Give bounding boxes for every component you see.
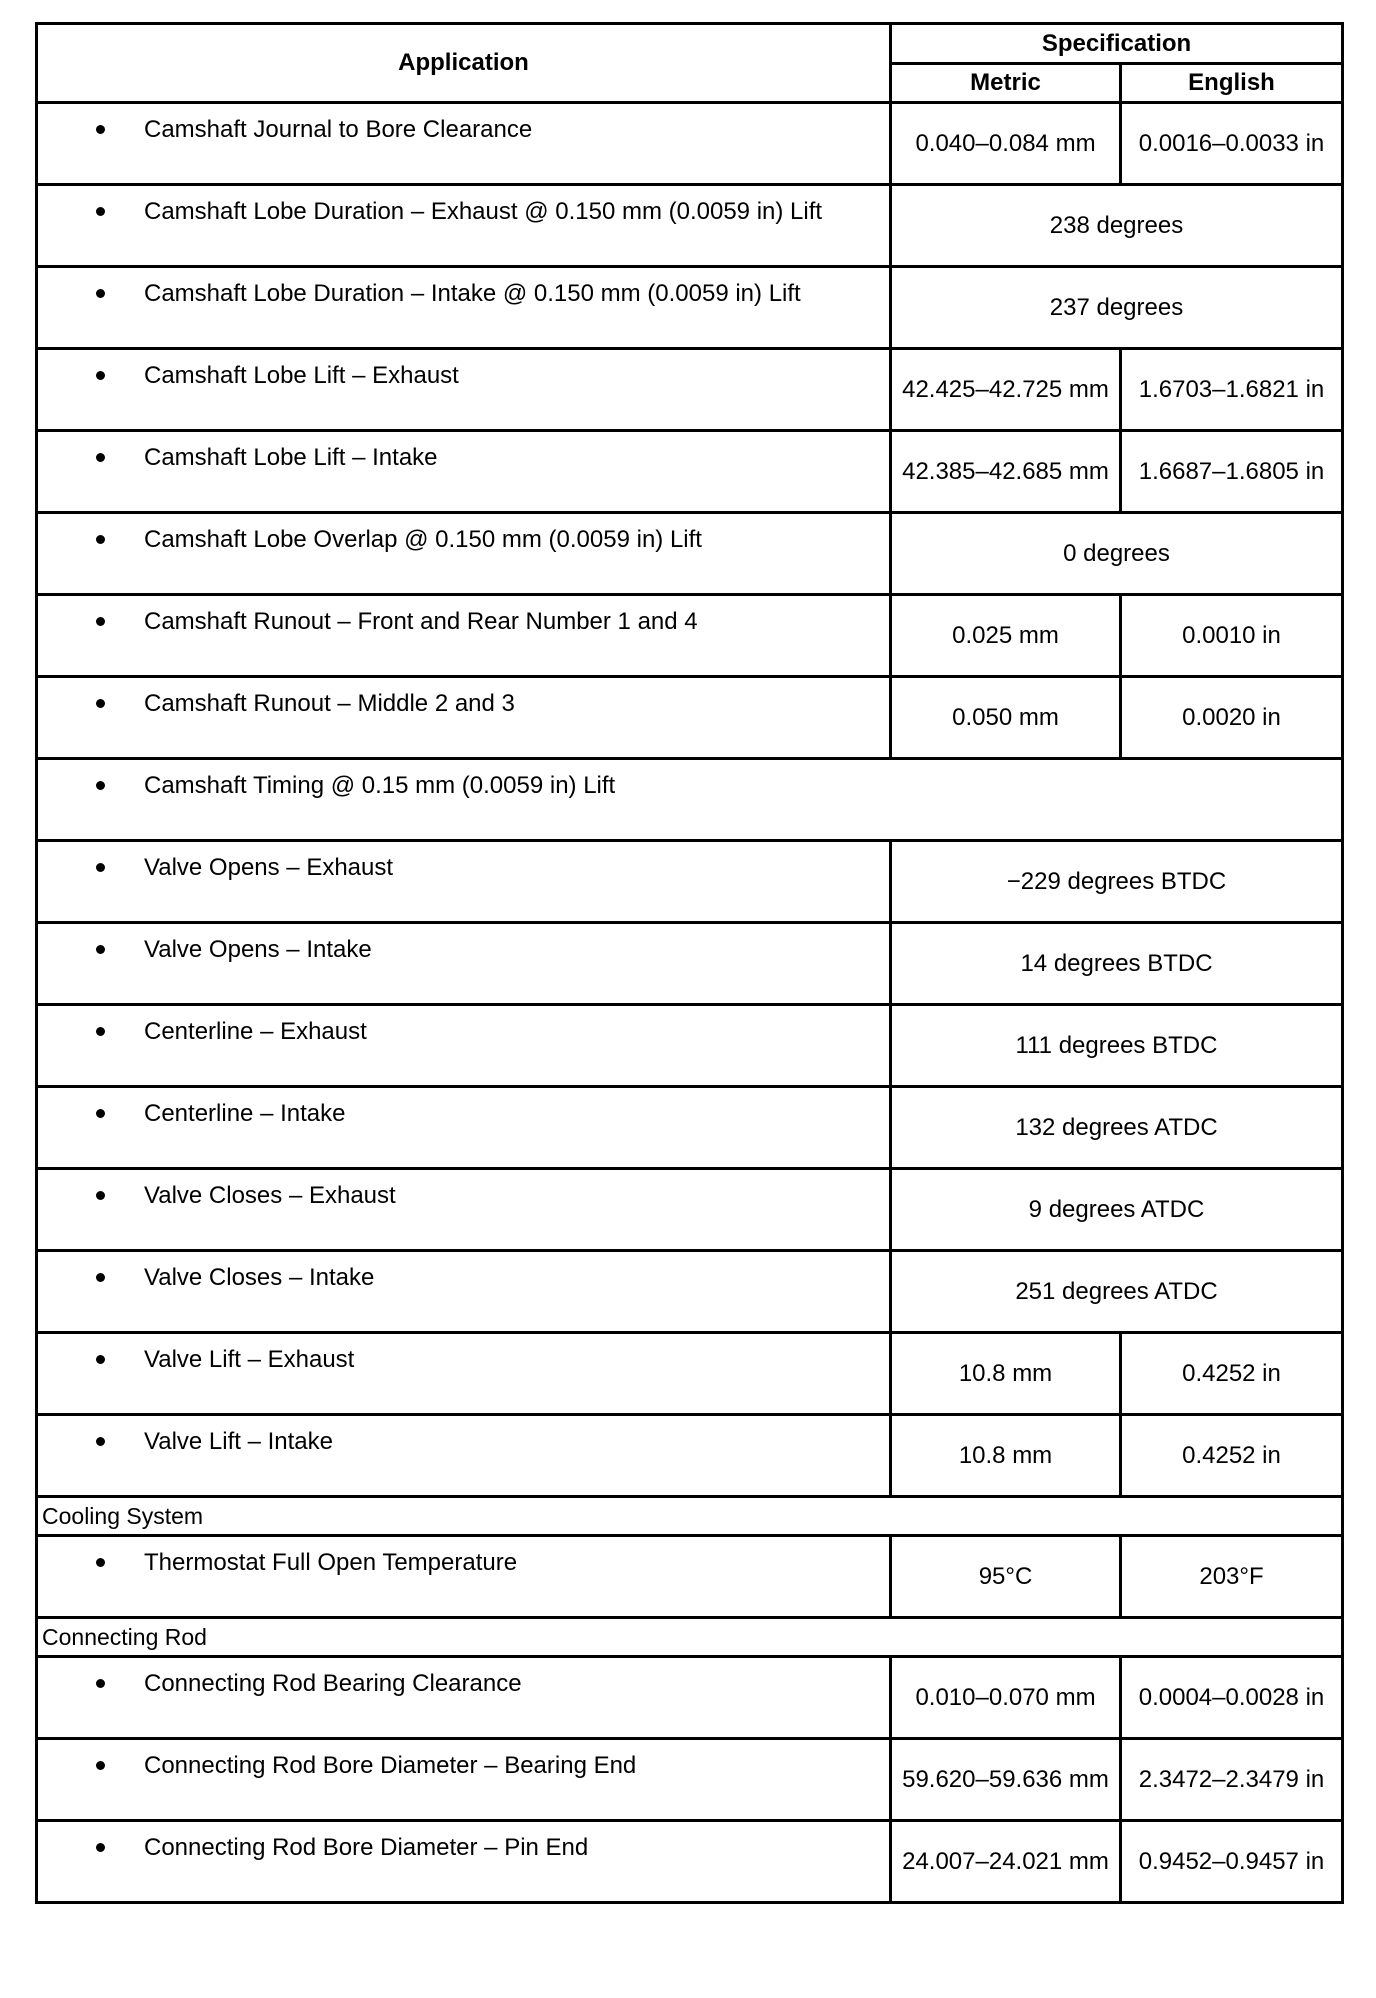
metric-value: 0.010–0.070 mm <box>891 1657 1121 1739</box>
application-label: Connecting Rod Bearing Clearance <box>144 1670 522 1697</box>
application-label: Thermostat Full Open Temperature <box>144 1549 518 1576</box>
english-header: English <box>1121 64 1343 103</box>
english-value: 203°F <box>1121 1536 1343 1618</box>
specification-value: 9 degrees ATDC <box>891 1169 1343 1251</box>
specification-value: 238 degrees <box>891 185 1343 267</box>
specification-value: −229 degrees BTDC <box>891 841 1343 923</box>
bullet-icon <box>38 936 144 960</box>
application-cell <box>37 349 891 431</box>
specification-value: 0 degrees <box>891 513 1343 595</box>
application-cell <box>37 1415 891 1497</box>
english-value: 1.6703–1.6821 in <box>1121 349 1343 431</box>
section-row <box>37 1618 1343 1657</box>
bullet-icon <box>38 1346 144 1370</box>
table-row <box>37 677 1343 759</box>
bullet-icon <box>38 1264 144 1288</box>
bullet-icon <box>38 526 144 550</box>
specification-value: 111 degrees BTDC <box>891 1005 1343 1087</box>
application-label: Camshaft Lobe Lift – Exhaust <box>144 362 459 389</box>
specification-value: 237 degrees <box>891 267 1343 349</box>
table-row <box>37 759 1343 841</box>
application-label: Camshaft Runout – Middle 2 and 3 <box>144 690 515 717</box>
application-cell <box>37 595 891 677</box>
application-cell <box>37 1169 891 1251</box>
table-row <box>37 267 1343 349</box>
english-value: 0.0010 in <box>1121 595 1343 677</box>
application-label: Camshaft Lobe Overlap @ 0.150 mm (0.0059 in) Lift <box>144 526 702 553</box>
metric-value: 0.040–0.084 mm <box>891 103 1121 185</box>
bullet-icon <box>38 116 144 140</box>
application-cell <box>37 677 891 759</box>
english-value: 0.9452–0.9457 in <box>1121 1821 1343 1903</box>
table-row <box>37 841 1343 923</box>
application-label: Camshaft Journal to Bore Clearance <box>144 116 533 143</box>
english-value: 1.6687–1.6805 in <box>1121 431 1343 513</box>
table-row <box>37 349 1343 431</box>
bullet-icon <box>38 1428 144 1452</box>
application-cell <box>37 1005 891 1087</box>
application-header: Application <box>37 24 891 103</box>
bullet-icon <box>38 854 144 878</box>
application-label: Camshaft Lobe Lift – Intake <box>144 444 438 471</box>
bullet-icon <box>38 198 144 222</box>
table-row <box>37 1333 1343 1415</box>
application-label: Connecting Rod Bore Diameter – Pin End <box>144 1834 589 1861</box>
application-label: Connecting Rod Bore Diameter – Bearing End <box>144 1752 637 1779</box>
table-row <box>37 1657 1343 1739</box>
application-label: Camshaft Timing @ 0.15 mm (0.0059 in) Lift <box>144 772 616 799</box>
bullet-icon <box>38 1549 144 1573</box>
application-cell <box>37 267 891 349</box>
application-cell <box>37 185 891 267</box>
table-row <box>37 923 1343 1005</box>
bullet-icon <box>38 690 144 714</box>
english-value: 2.3472–2.3479 in <box>1121 1739 1343 1821</box>
specification-value: 14 degrees BTDC <box>891 923 1343 1005</box>
metric-value: 0.050 mm <box>891 677 1121 759</box>
metric-value: 95°C <box>891 1536 1121 1618</box>
application-cell <box>37 1657 891 1739</box>
bullet-icon <box>38 1752 144 1776</box>
application-cell <box>37 431 891 513</box>
application-label: Camshaft Lobe Duration – Exhaust @ 0.150 mm (0.0059 in) Lift <box>144 198 823 225</box>
table-row <box>37 1251 1343 1333</box>
table-row <box>37 431 1343 513</box>
application-label: Valve Lift – Exhaust <box>144 1346 355 1373</box>
specification-value: 132 degrees ATDC <box>891 1087 1343 1169</box>
application-cell <box>37 513 891 595</box>
bullet-icon <box>38 1182 144 1206</box>
section-title: Cooling System <box>37 1497 1343 1536</box>
table-row <box>37 513 1343 595</box>
metric-value: 0.025 mm <box>891 595 1121 677</box>
table-row <box>37 1087 1343 1169</box>
metric-value: 10.8 mm <box>891 1333 1121 1415</box>
metric-value: 42.385–42.685 mm <box>891 431 1121 513</box>
application-label: Centerline – Intake <box>144 1100 346 1127</box>
application-label: Centerline – Exhaust <box>144 1018 367 1045</box>
table-body <box>37 103 1343 1903</box>
english-value: 0.0020 in <box>1121 677 1343 759</box>
application-cell <box>37 759 1343 841</box>
application-label: Valve Opens – Exhaust <box>144 854 394 881</box>
application-cell <box>37 841 891 923</box>
bullet-icon <box>38 1100 144 1124</box>
bullet-icon <box>38 608 144 632</box>
bullet-icon <box>38 1670 144 1694</box>
bullet-icon <box>38 772 144 796</box>
metric-value: 24.007–24.021 mm <box>891 1821 1121 1903</box>
table-row <box>37 1415 1343 1497</box>
application-label: Valve Closes – Intake <box>144 1264 375 1291</box>
metric-value: 42.425–42.725 mm <box>891 349 1121 431</box>
english-value: 0.0004–0.0028 in <box>1121 1657 1343 1739</box>
application-label: Camshaft Runout – Front and Rear Number 1 and 4 <box>144 608 698 635</box>
specification-header: Specification <box>891 24 1343 64</box>
application-cell <box>37 103 891 185</box>
metric-value: 10.8 mm <box>891 1415 1121 1497</box>
application-label: Valve Opens – Intake <box>144 936 372 963</box>
application-cell <box>37 923 891 1005</box>
english-value: 0.4252 in <box>1121 1333 1343 1415</box>
table-row <box>37 185 1343 267</box>
application-label: Camshaft Lobe Duration – Intake @ 0.150 mm (0.0059 in) Lift <box>144 280 801 307</box>
application-cell <box>37 1251 891 1333</box>
table-row <box>37 595 1343 677</box>
english-value: 0.0016–0.0033 in <box>1121 103 1343 185</box>
table-row <box>37 1536 1343 1618</box>
application-cell <box>37 1333 891 1415</box>
specification-value: 251 degrees ATDC <box>891 1251 1343 1333</box>
table-row <box>37 1739 1343 1821</box>
table-row <box>37 103 1343 185</box>
table-row <box>37 1821 1343 1903</box>
english-value: 0.4252 in <box>1121 1415 1343 1497</box>
bullet-icon <box>38 362 144 386</box>
section-row <box>37 1497 1343 1536</box>
application-cell <box>37 1739 891 1821</box>
bullet-icon <box>38 1834 144 1858</box>
specification-table <box>35 22 1344 1904</box>
table-row <box>37 1169 1343 1251</box>
bullet-icon <box>38 280 144 304</box>
application-cell <box>37 1087 891 1169</box>
bullet-icon <box>38 444 144 468</box>
metric-header: Metric <box>891 64 1121 103</box>
application-label: Valve Lift – Intake <box>144 1428 333 1455</box>
metric-value: 59.620–59.636 mm <box>891 1739 1121 1821</box>
application-label: Valve Closes – Exhaust <box>144 1182 396 1209</box>
table-row <box>37 1005 1343 1087</box>
bullet-icon <box>38 1018 144 1042</box>
application-cell <box>37 1536 891 1618</box>
application-cell <box>37 1821 891 1903</box>
section-title: Connecting Rod <box>37 1618 1343 1657</box>
